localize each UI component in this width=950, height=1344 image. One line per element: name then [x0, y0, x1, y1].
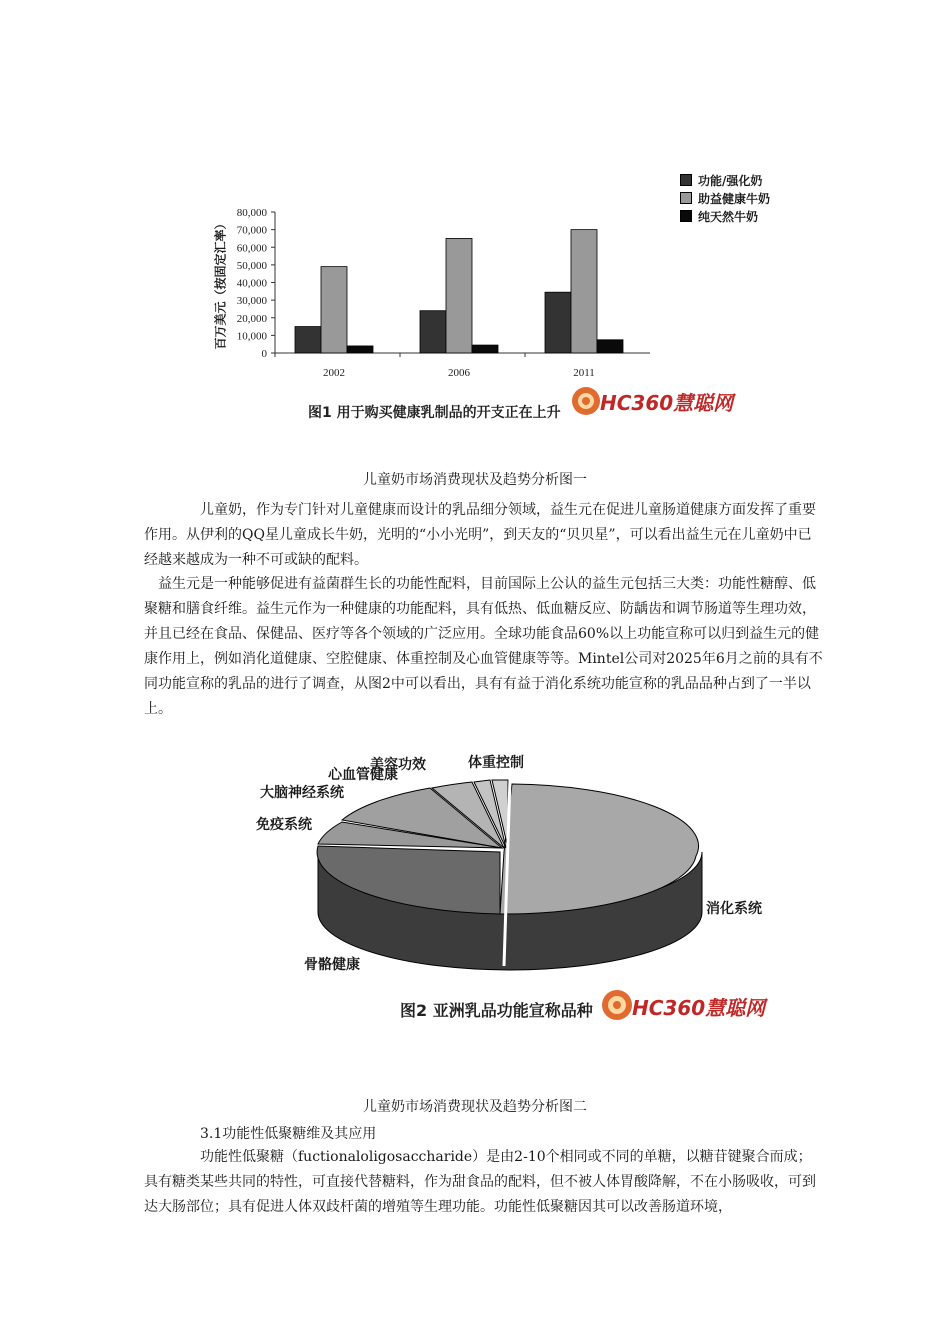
hc360-logo: [568, 379, 768, 419]
pie-label-heart: 心血管健康: [328, 767, 398, 783]
chart-legend: [680, 171, 780, 231]
x-tick-label: 2011: [573, 367, 595, 379]
y-tick-label: 10,000: [236, 330, 267, 343]
watermark-text: HC360慧聪网: [600, 391, 734, 415]
pie-label-bone: 骨骼健康: [304, 957, 360, 973]
bar-2011-0: [545, 292, 571, 353]
paragraph-1: [144, 498, 824, 573]
y-tick-label: 60,000: [236, 242, 267, 255]
pie-label-brain: 大脑神经系统: [260, 785, 344, 801]
x-tick-label: 2002: [323, 367, 345, 379]
bar-2006-2: [472, 345, 498, 353]
bar-2011-2: [597, 340, 623, 353]
figure-1-title: 图1 用于购买健康乳制品的开支正在上升: [308, 405, 561, 421]
legend-item-1: [680, 171, 762, 189]
figure-2-title: 图2 亚洲乳品功能宣称品种: [400, 1001, 593, 1020]
y-tick-label: 0: [261, 348, 267, 360]
y-tick-label: 40,000: [236, 277, 267, 290]
logo-gear-icon: [598, 986, 636, 1024]
pie-label-immune: 免疫系统: [256, 817, 312, 833]
bar-2002-1: [321, 267, 347, 353]
y-tick-label: 80,000: [236, 207, 267, 219]
bar-2006-0: [420, 311, 446, 353]
bar-2006-1: [446, 238, 472, 353]
pie-label-digestive: 消化系统: [706, 901, 762, 917]
y-tick-label: 20,000: [236, 312, 267, 325]
legend-item-2: [680, 189, 770, 207]
legend-swatch: [680, 210, 692, 222]
y-tick-label: 50,000: [236, 259, 267, 272]
legend-swatch: [680, 192, 692, 204]
hc360-logo: [598, 982, 808, 1026]
bar-chart: [200, 165, 670, 395]
pie-label-weight: 体重控制: [468, 755, 524, 771]
legend-item-3: [680, 207, 758, 225]
pie-label-beauty: 美容功效: [370, 757, 426, 773]
caption-2: 儿童奶市场消费现状及趋势分析图二: [363, 1099, 587, 1115]
paragraph-2-text: 益生元是一种能够促进有益菌群生长的功能性配料，目前国际上公认的益生元包括三大类：功能性糖醇、低聚糖和膳食纤维。益生元作为一种健康的功能配料，具有低热、低血糖反应、防龋齿和调节肠道等生理功效，并且已经在食品、保健品、医疗等各个领域的广泛应用。全球功能食品60%以上功能宣称可以归到益生元的健康作用上，例如消化道健康、空腔健康、体重控制及心血管健康等等。Mintel公司对2025年6月之前的具有不同功能宣称的乳品的进行了调查，从图2中可以看出，具有有益于消化系统功能宣称的乳品品种占到了一半以上。: [144, 576, 823, 717]
paragraph-1-text: 儿童奶，作为专门针对儿童健康而设计的乳品细分领域，益生元在促进儿童肠道健康方面发挥了重要作用。从伊利的QQ星儿童成长牛奶，光明的“小小光明”，到天友的“贝贝星”，可以看出益生元在儿童奶中已经越来越成为一种不可或缺的配料。: [144, 502, 816, 568]
legend-label: 纯天然牛奶: [698, 209, 759, 224]
watermark-text: HC360慧聪网: [632, 996, 766, 1020]
logo-gear-icon: [568, 383, 604, 419]
caption-1: 儿童奶市场消费现状及趋势分析图一: [363, 472, 587, 488]
section-heading: 3.1功能性低聚糖维及其应用: [200, 1126, 377, 1142]
legend-label: 功能/强化奶: [698, 173, 763, 188]
section-paragraph-text: 功能性低聚糖（fuctionaloligosaccharide）是由2-10个相同或不同的单糖，以糖苷键聚合而成；具有糖类某些共同的特性，可直接代替糖料，作为甜食品的配料，但不被人体胃酸降解，不在小肠吸收，可到达大肠部位；具有促进人体双歧杆菌的增殖等生理功能。功能性低聚糖因其可以改善肠道环境，: [144, 1149, 816, 1215]
y-axis-label: 百万美元（按固定汇率）: [213, 217, 228, 350]
bar-2011-1: [571, 230, 597, 353]
bar-2002-0: [295, 327, 321, 353]
figure-1: [200, 165, 780, 435]
legend-label: 助益健康牛奶: [698, 191, 771, 206]
bar-2002-2: [347, 346, 373, 353]
paragraph-2: [144, 572, 824, 722]
legend-swatch: [680, 174, 692, 186]
section-paragraph: [144, 1145, 824, 1220]
y-tick-label: 30,000: [236, 295, 267, 308]
x-tick-label: 2006: [448, 367, 470, 379]
y-tick-label: 70,000: [236, 224, 267, 237]
figure-2: [250, 748, 810, 1038]
